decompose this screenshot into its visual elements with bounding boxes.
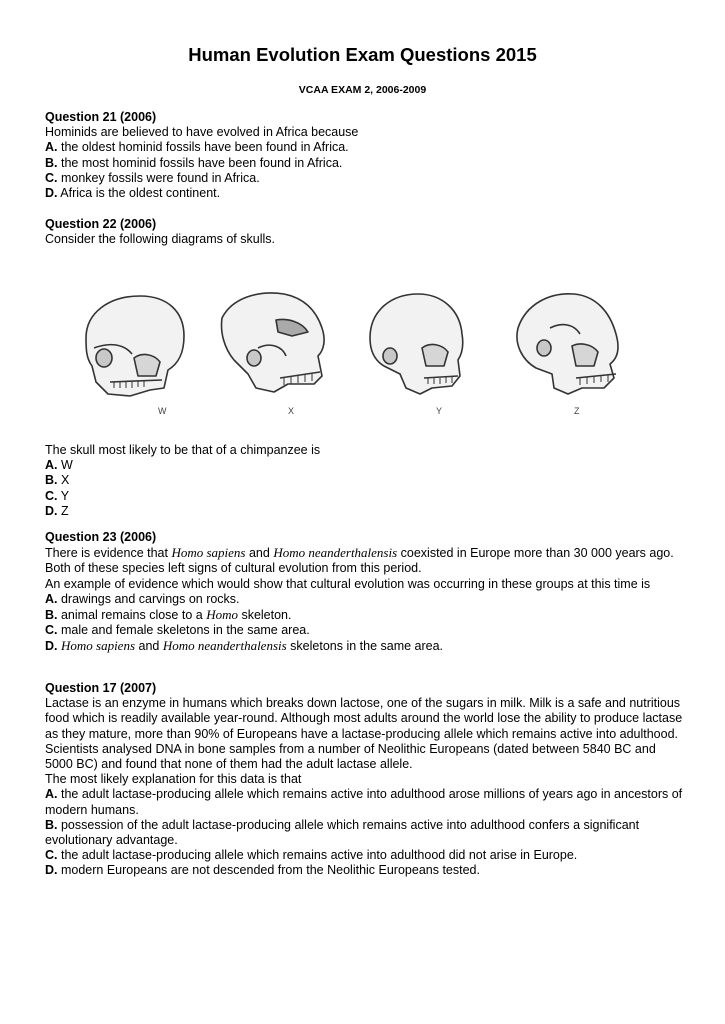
option-d xyxy=(45,863,685,878)
skull-w-illustration xyxy=(86,296,184,396)
option-a xyxy=(45,140,685,155)
genus-name: Homo xyxy=(206,607,238,623)
question-22-answers xyxy=(45,443,685,519)
question-22 xyxy=(45,217,685,247)
species-name: Homo sapiens xyxy=(60,638,136,654)
question-heading: Question 22 (2006) xyxy=(45,217,157,231)
option-letter: D. xyxy=(45,863,58,878)
option-letter: B. xyxy=(45,608,58,623)
option-a xyxy=(45,458,685,473)
option-c xyxy=(45,623,685,638)
question-17 xyxy=(45,681,685,879)
option-letter: D. xyxy=(45,186,58,201)
question-context: Lactase is an enzyme in humans which breaks down lactose, one of the sugars in milk. Milk is a safe and nutritious food which is readily available year-round. Although most adults around the world lose the ability to produce lactase as they mature, more than 90% of Europeans have a lactase-producing allele which remains active into adulthood. xyxy=(45,696,683,741)
option-c xyxy=(45,489,685,504)
option-letter: D. xyxy=(45,503,58,518)
option-letter: C. xyxy=(45,848,58,863)
option-c xyxy=(45,848,685,863)
question-heading: Question 21 (2006) xyxy=(45,110,157,124)
skull-x-illustration xyxy=(222,293,325,392)
option-letter: B. xyxy=(45,817,58,832)
option-a xyxy=(45,592,685,607)
skull-y-illustration xyxy=(370,294,463,394)
option-letter: A. xyxy=(45,787,58,802)
skull-z-illustration xyxy=(517,294,618,394)
option-letter: A. xyxy=(45,140,58,155)
option-text: and xyxy=(135,639,163,654)
question-stem: An example of evidence which would show that cultural evolution was occurring in these groups at this time is xyxy=(45,576,651,591)
option-text: X xyxy=(57,473,70,488)
option-c xyxy=(45,171,685,186)
option-text: skeleton. xyxy=(237,608,292,623)
option-b xyxy=(45,473,685,488)
context-text: There is evidence that xyxy=(45,546,172,561)
option-text: the adult lactase-producing allele which remains active into adulthood did not arise in Europe. xyxy=(57,848,578,863)
question-heading: Question 17 (2007) xyxy=(45,681,157,695)
option-text: Y xyxy=(57,488,70,503)
context-text: coexisted in Europe more than 30 000 years ago. Both of these species left signs of cultural evolution from this period. xyxy=(45,546,674,576)
option-letter: B. xyxy=(45,473,58,488)
option-d xyxy=(45,638,685,654)
question-context: Scientists analysed DNA in bone samples from a number of Neolithic Europeans (dated between 5840 BC and 5000 BC) and found that none of them had the adult lactase allele. xyxy=(45,741,656,772)
option-text: possession of the adult lactase-producing allele which remains active into adulthood confers a significant evolutionary advantage. xyxy=(45,817,640,848)
option-b xyxy=(45,607,685,623)
skull-label-z: Z xyxy=(574,406,580,416)
option-text: drawings and carvings on rocks. xyxy=(57,591,240,606)
option-d xyxy=(45,504,685,519)
question-prompt: The skull most likely to be that of a chimpanzee is xyxy=(45,443,321,457)
species-name: Homo neanderthalensis xyxy=(162,638,287,654)
question-context xyxy=(45,545,685,576)
species-name: Homo sapiens xyxy=(171,545,246,561)
context-text: and xyxy=(245,546,274,561)
option-letter: D. xyxy=(45,639,58,654)
option-text: skeletons in the same area. xyxy=(286,639,444,654)
option-text: modern Europeans are not descended from the Neolithic Europeans tested. xyxy=(57,863,480,878)
option-letter: A. xyxy=(45,591,58,606)
option-letter: B. xyxy=(45,155,58,170)
option-b xyxy=(45,156,685,171)
question-21 xyxy=(45,110,685,201)
option-a xyxy=(45,787,685,817)
question-heading: Question 23 (2006) xyxy=(45,530,157,544)
option-text: Z xyxy=(57,503,69,518)
option-text: male and female skeletons in the same area. xyxy=(57,623,310,638)
option-text: animal remains close to a xyxy=(57,608,207,623)
option-text: Africa is the oldest continent. xyxy=(57,186,221,201)
page-title: Human Evolution Exam Questions 2015 xyxy=(188,44,537,65)
question-stem: Consider the following diagrams of skulls. xyxy=(45,232,275,247)
option-text: the oldest hominid fossils have been found in Africa. xyxy=(57,140,349,155)
skull-label-w: W xyxy=(158,406,167,416)
option-b xyxy=(45,818,685,848)
skull-label-y: Y xyxy=(436,406,443,416)
option-text: monkey fossils were found in Africa. xyxy=(57,170,260,185)
skull-diagrams xyxy=(70,282,670,422)
skull-label-x: X xyxy=(288,406,295,416)
option-letter: C. xyxy=(45,170,58,185)
option-letter: C. xyxy=(45,488,58,503)
species-name: Homo neanderthalensis xyxy=(273,545,398,561)
option-text: the adult lactase-producing allele which remains active into adulthood arose millions of years ago in ancestors of modern humans. xyxy=(45,787,683,817)
option-letter: A. xyxy=(45,458,58,473)
option-letter: C. xyxy=(45,623,58,638)
question-stem: The most likely explanation for this data is that xyxy=(45,772,302,787)
option-d xyxy=(45,186,685,201)
option-text: the most hominid fossils have been found in Africa. xyxy=(57,155,343,170)
option-text: W xyxy=(57,458,73,473)
question-stem: Hominids are believed to have evolved in Africa because xyxy=(45,125,359,140)
page-subtitle: VCAA EXAM 2, 2006-2009 xyxy=(298,84,427,96)
question-23 xyxy=(45,530,685,655)
